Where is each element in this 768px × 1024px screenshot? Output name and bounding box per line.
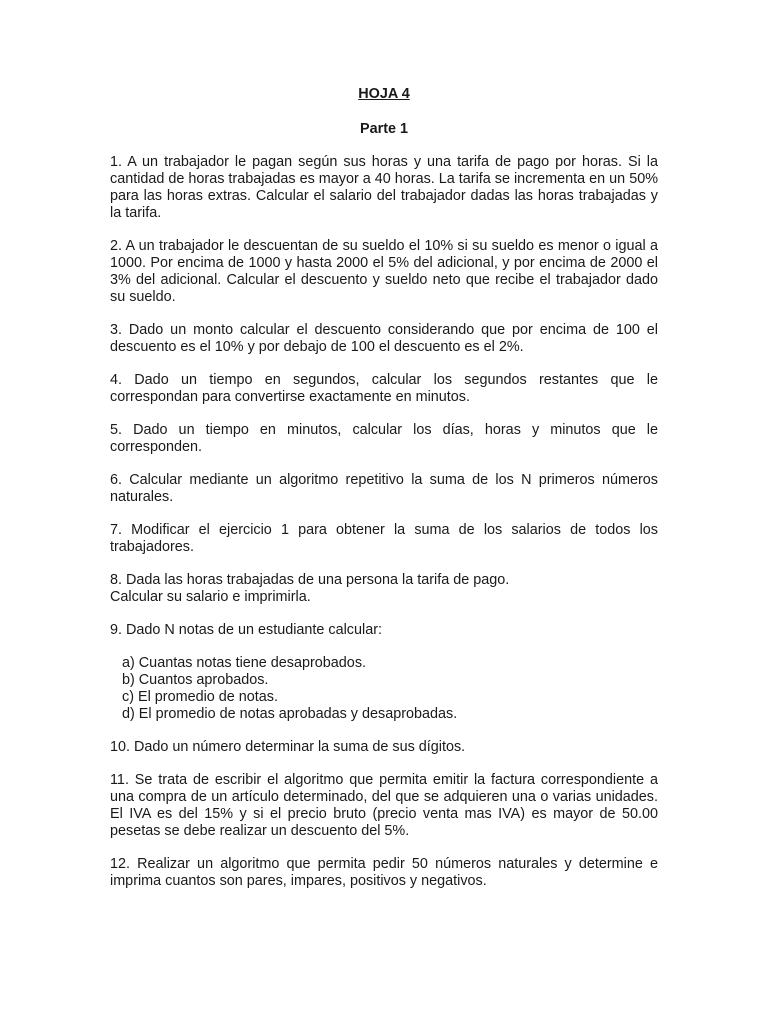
list-item: b) Cuantos aprobados.: [122, 672, 269, 688]
list-item: a) Cuantas notas tiene desaprobados.: [122, 655, 367, 671]
exercise-1: 1. A un trabajador le pagan según sus horas y una tarifa de pago por horas. Si la cantidad de horas trabajadas es mayor a 40 horas. La tarifa se incrementa en un 50% para las horas extras. Calcular el salario del trabajador dadas las horas trabajadas y la tarifa.: [110, 154, 658, 221]
exercise-3: 3. Dado un monto calcular el descuento considerando que por encima de 100 el descuento es el 10% y por debajo de 100 el descuento es el 2%.: [110, 322, 658, 355]
exercise-7: 7. Modificar el ejercicio 1 para obtener la suma de los salarios de todos los trabajadores.: [110, 522, 658, 555]
exercise-8: 8. Dada las horas trabajadas de una persona la tarifa de pago. Calcular su salario e imprimirla.: [110, 572, 510, 605]
document-page: [110, 86, 658, 890]
exercise-5: 5. Dado un tiempo en minutos, calcular los días, horas y minutos que le corresponden.: [110, 422, 658, 455]
exercise-6: 6. Calcular mediante un algoritmo repetitivo la suma de los N primeros números naturales.: [110, 472, 658, 505]
exercise-12: 12. Realizar un algoritmo que permita pedir 50 números naturales y determine e imprima cuantos son pares, impares, positivos y negativos.: [110, 856, 658, 889]
exercise-9: 9. Dado N notas de un estudiante calcular:: [110, 622, 382, 638]
exercise-10: 10. Dado un número determinar la suma de sus dígitos.: [110, 739, 466, 755]
list-item: c) El promedio de notas.: [122, 689, 278, 705]
page-title: HOJA 4: [358, 86, 410, 102]
exercise-2: 2. A un trabajador le descuentan de su sueldo el 10% si su sueldo es menor o igual a 1000. Por encima de 1000 y hasta 2000 el 5% del adicional, y por encima de 2000 el 3% del adicional. Calcular el descuento y sueldo neto que recibe el trabajador dado su sueldo.: [110, 238, 658, 305]
exercise-9-list: [122, 655, 658, 723]
exercise-11: 11. Se trata de escribir el algoritmo que permita emitir la factura correspondiente a una compra de un artículo determinado, del que se adquieren una o varias unidades. El IVA es del 15% y si el precio bruto (precio venta mas IVA) es mayor de 50.00 pesetas se debe realizar un descuento del 5%.: [110, 772, 658, 839]
exercise-4: 4. Dado un tiempo en segundos, calcular los segundos restantes que le correspondan para convertirse exactamente en minutos.: [110, 372, 658, 405]
list-item: d) El promedio de notas aprobadas y desaprobadas.: [122, 706, 458, 722]
section-title: Parte 1: [360, 121, 408, 137]
